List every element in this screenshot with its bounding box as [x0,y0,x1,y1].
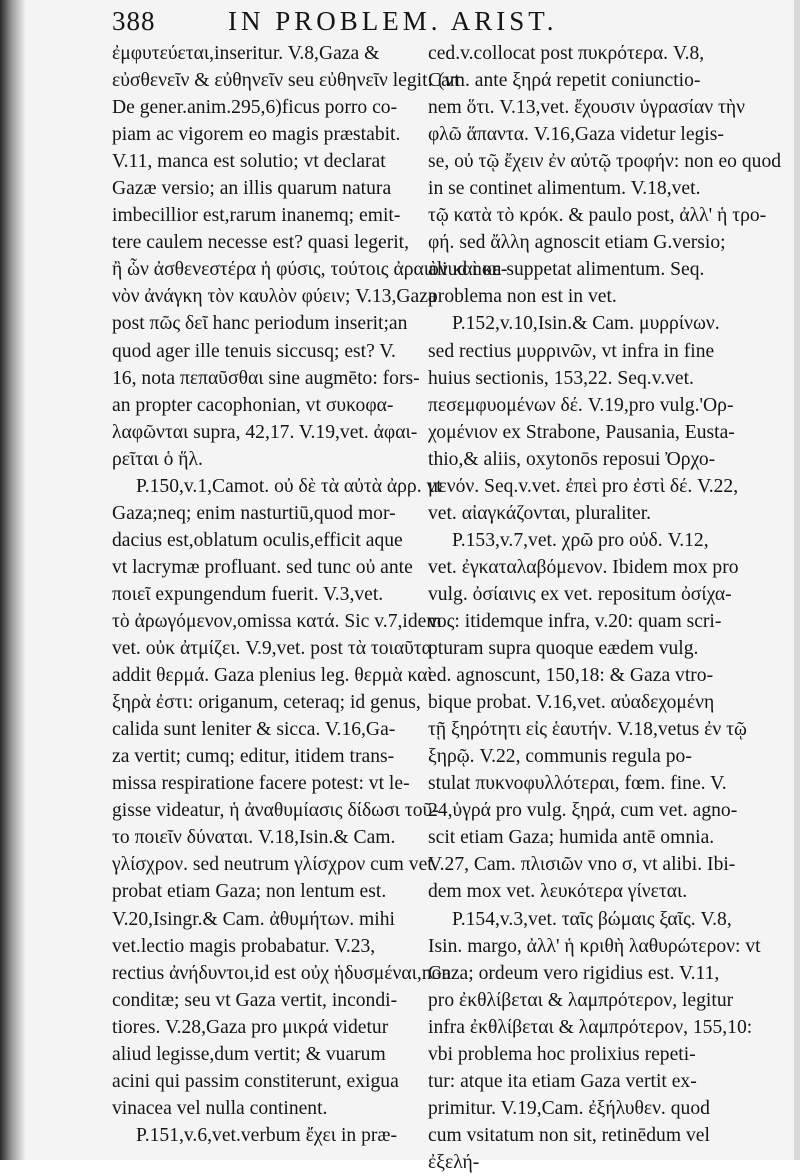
text-line: P.151,v.6,vet.verbum ἔχει in præ- [136,1124,397,1146]
text-line: nem ὅτι. V.13,vet. ἔχουσιν ὑγρασίαν τὴν [428,97,745,119]
text-line: 16, nota πεπαῦσθαι sine augmēto: fors- [112,367,420,389]
text-line: P.152,v.10,Isin.& Cam. μυρρίνων. [452,313,720,335]
text-line: P.150,v.1,Camot. οὐ δὲ τὰ αὐτὰ ἀρρ. vt [136,475,442,497]
text-line: φλῶ ἅπαντα. V.16,Gaza videtur legis- [428,124,724,146]
text-line: εὐσθενεῖν & εὐθηνεῖν seu εὐθηνεῖν legit: (vt [112,70,460,92]
text-line: Gazæ versio; an illis quarum natura [112,178,392,200]
text-line: Cam. ante ξηρά repetit coniunctio- [428,70,701,92]
text-line: ced.v.collocat post πυκρότερα. V.8, [428,43,705,64]
right-text-column [428,40,782,1176]
text-line: ἢ ὧν ἀσθενεστέρα ἡ φύσις, τούτοις ἀραιὸν καὶ κε- [112,259,508,281]
text-line: bique probat. V.16,vet. αὐαδεχομένη [428,692,715,714]
text-line: addit θερμά. Gaza plenius leg. θερμὰ καὶ [112,665,433,687]
text-line: stulat πυκνοφυλλότεραι, fœm. fine. V. [428,773,727,795]
text-line: acini qui passim constiterunt, exigua [112,1070,399,1092]
text-line: vinacea vel nulla continent. [112,1097,328,1119]
text-line: V.20,Isingr.& Cam. ἀθυμήτων. mihi [112,908,395,930]
text-line: piam ac vigorem eo magis præstabit. [112,124,401,146]
text-line: τὸ ἀρωγόμενον,omissa κατά. Sic v.7,idem [112,610,442,632]
text-line: imbecillior est,rarum inanemq; emit- [112,205,401,227]
text-line: thio,& aliis, oxytonōs reposui Ὀρχο- [428,448,716,470]
text-line: quod ager ille tenuis siccusq; est? V. [112,340,396,362]
text-line: gisse videatur, ἡ ἀναθυμίασις δίδωσι τοῦ- [112,800,439,822]
text-line: το ποιεῖν δύναται. V.18,Isin.& Cam. [112,827,396,849]
text-line: dacius est,oblatum oculis,efficit aque [112,529,403,551]
text-line: problema non est in vet. [428,286,617,308]
text-line: missa respiratione facere potest: vt le- [112,773,410,795]
text-line: sed rectius μυρρινῶν, vt infra in fine [428,340,715,362]
text-line: Gaza; ordeum vero rigidius est. V.11, [428,962,720,984]
page-edge [794,0,800,1160]
text-line: ed. agnoscunt, 150,18: & Gaza vtro- [428,665,714,687]
running-head: IN PROBLEM. ARIST. [228,6,558,36]
text-line: cum vsitatum non sit, retinēdum vel [428,1124,710,1146]
text-line: ἐμφυτεύεται,inseritur. V.8,Gaza & [112,43,380,64]
text-line: ρεῖται ὁ ἥλ. [112,448,203,470]
text-line: Isin. margo, ἀλλ' ἡ κριθὴ λαθυρώτερον: vt [428,935,761,957]
text-line: Gaza;neq; enim nasturtiū,quod mor- [112,502,396,524]
text-line: post πῶς δεῖ hanc periodum inserit;an [112,313,408,335]
text-line: aliud non suppetat alimentum. Seq. [428,259,705,281]
text-line: P.154,v.3,vet. ταῖς βώμαις ξαῖς. V.8, [452,908,732,930]
text-line: za vertit; cumq; editur, itidem trans- [112,746,395,768]
text-line: χομένιον ex Strabone, Pausania, Eusta- [428,421,735,443]
text-line: vet.lectio magis probabatur. V.23, [112,935,376,957]
text-line: ξηρῷ. V.22, communis regula po- [428,746,692,768]
text-line: γλίσχρον. sed neutrum γλίσχρον cum vet. [112,854,438,876]
text-line: νος: itidemque infra, v.20: quam scri- [428,610,722,632]
text-line: pro ἐκθλίβεται & λαμπρότερον, legitur [428,989,734,1011]
text-line: vet. οὐκ ἀτμίζει. V.9,vet. post τὰ τοιαῦτα [112,638,432,660]
text-line: ξηρὰ ἐστι: origanum, ceteraq; id genus, [112,692,421,714]
text-line: vbi problema hoc prolixius repeti- [428,1043,696,1065]
text-line: tere caulem necesse est? quasi legerit, [112,232,410,254]
text-line: tur: atque ita etiam Gaza vertit ex- [428,1070,697,1092]
text-line: De gener.anim.295,6)ficus porro co- [112,97,398,119]
text-line: probat etiam Gaza; non lentum est. [112,881,387,903]
text-line: dem mox vet. λευκότερα γίνεται. [428,881,688,903]
text-line: infra ἐκθλίβεται & λαμπρότερον, 155,10: [428,1016,753,1038]
text-line: ἐξελή- [428,1151,480,1173]
text-line: aliud legisse,dum vertit; & vuarum [112,1043,386,1065]
left-text-column [112,40,508,1149]
text-line: λαφῶνται supra, 42,17. V.19,vet. ἀφαι- [112,421,418,443]
binding-shadow [0,0,26,1160]
text-line: vt lacrymæ profluant. sed tunc οὐ ante [112,556,413,578]
text-line: scit etiam Gaza; humida antē omnia. [428,827,715,849]
text-line: vulg. ὀσίαινις ex vet. repositum ὀσίχα- [428,583,732,605]
text-line: τῷ κατὰ τὸ κρόκ. & paulo post, ἀλλ' ἡ τρο- [428,205,767,227]
text-line: V.27, Cam. πλισιῶν vno σ, vt alibi. Ibi- [428,854,736,876]
text-line: conditæ; seu vt Gaza vertit, incondi- [112,989,398,1011]
text-line: τῇ ξηρότητι εἰς ἑαυτήν. V.18,vetus ἐν τῷ [428,719,747,741]
text-line: φή. sed ἄλλη agnoscit etiam G.versio; [428,232,726,254]
text-line: pturam supra quoque eædem vulg. [428,638,699,660]
text-line: calida sunt leniter & sicca. V.16,Ga- [112,719,396,741]
text-line: μενόν. Seq.v.vet. ἐπεὶ pro ἐστὶ δέ. V.22, [428,475,739,497]
text-line: an propter cacophonian, vt συκοφα- [112,394,394,416]
text-line: 24,ὑγρά pro vulg. ξηρά, cum vet. agno- [428,800,738,822]
text-line: tiores. V.28,Gaza pro μικρά videtur [112,1016,389,1038]
text-line: huius sectionis, 153,22. Seq.v.vet. [428,367,694,389]
text-line: νὸν ἀνάγκη τὸν καυλὸν φύειν; V.13,Gaza [112,286,437,308]
text-line: P.153,v.7,vet. χρῶ pro οὐδ. V.12, [452,529,709,551]
text-line: in se continet alimentum. V.18,vet. [428,178,701,200]
text-line: vet. αἰαγκάζονται, pluraliter. [428,502,652,524]
text-line: primitur. V.19,Cam. ἐξήλυθεν. quod [428,1097,710,1119]
text-line: rectius ἀνήδυντοι,id est οὐχ ἡδυσμέναι,non [112,962,452,984]
text-line: πεσεμφυομένων δέ. V.19,pro vulg.'Ορ- [428,394,734,416]
text-line: V.11, manca est solutio; vt declarat [112,151,386,173]
text-line: vet. ἐγκαταλαβόμενον. Ibidem mox pro [428,556,739,578]
text-line: se, οὐ τῷ ἔχειν ἐν αὐτῷ τροφήν: non eo quod [428,151,782,173]
page-number: 388 [112,6,156,36]
text-line: ποιεῖ expungendum fuerit. V.3,vet. [112,583,384,605]
